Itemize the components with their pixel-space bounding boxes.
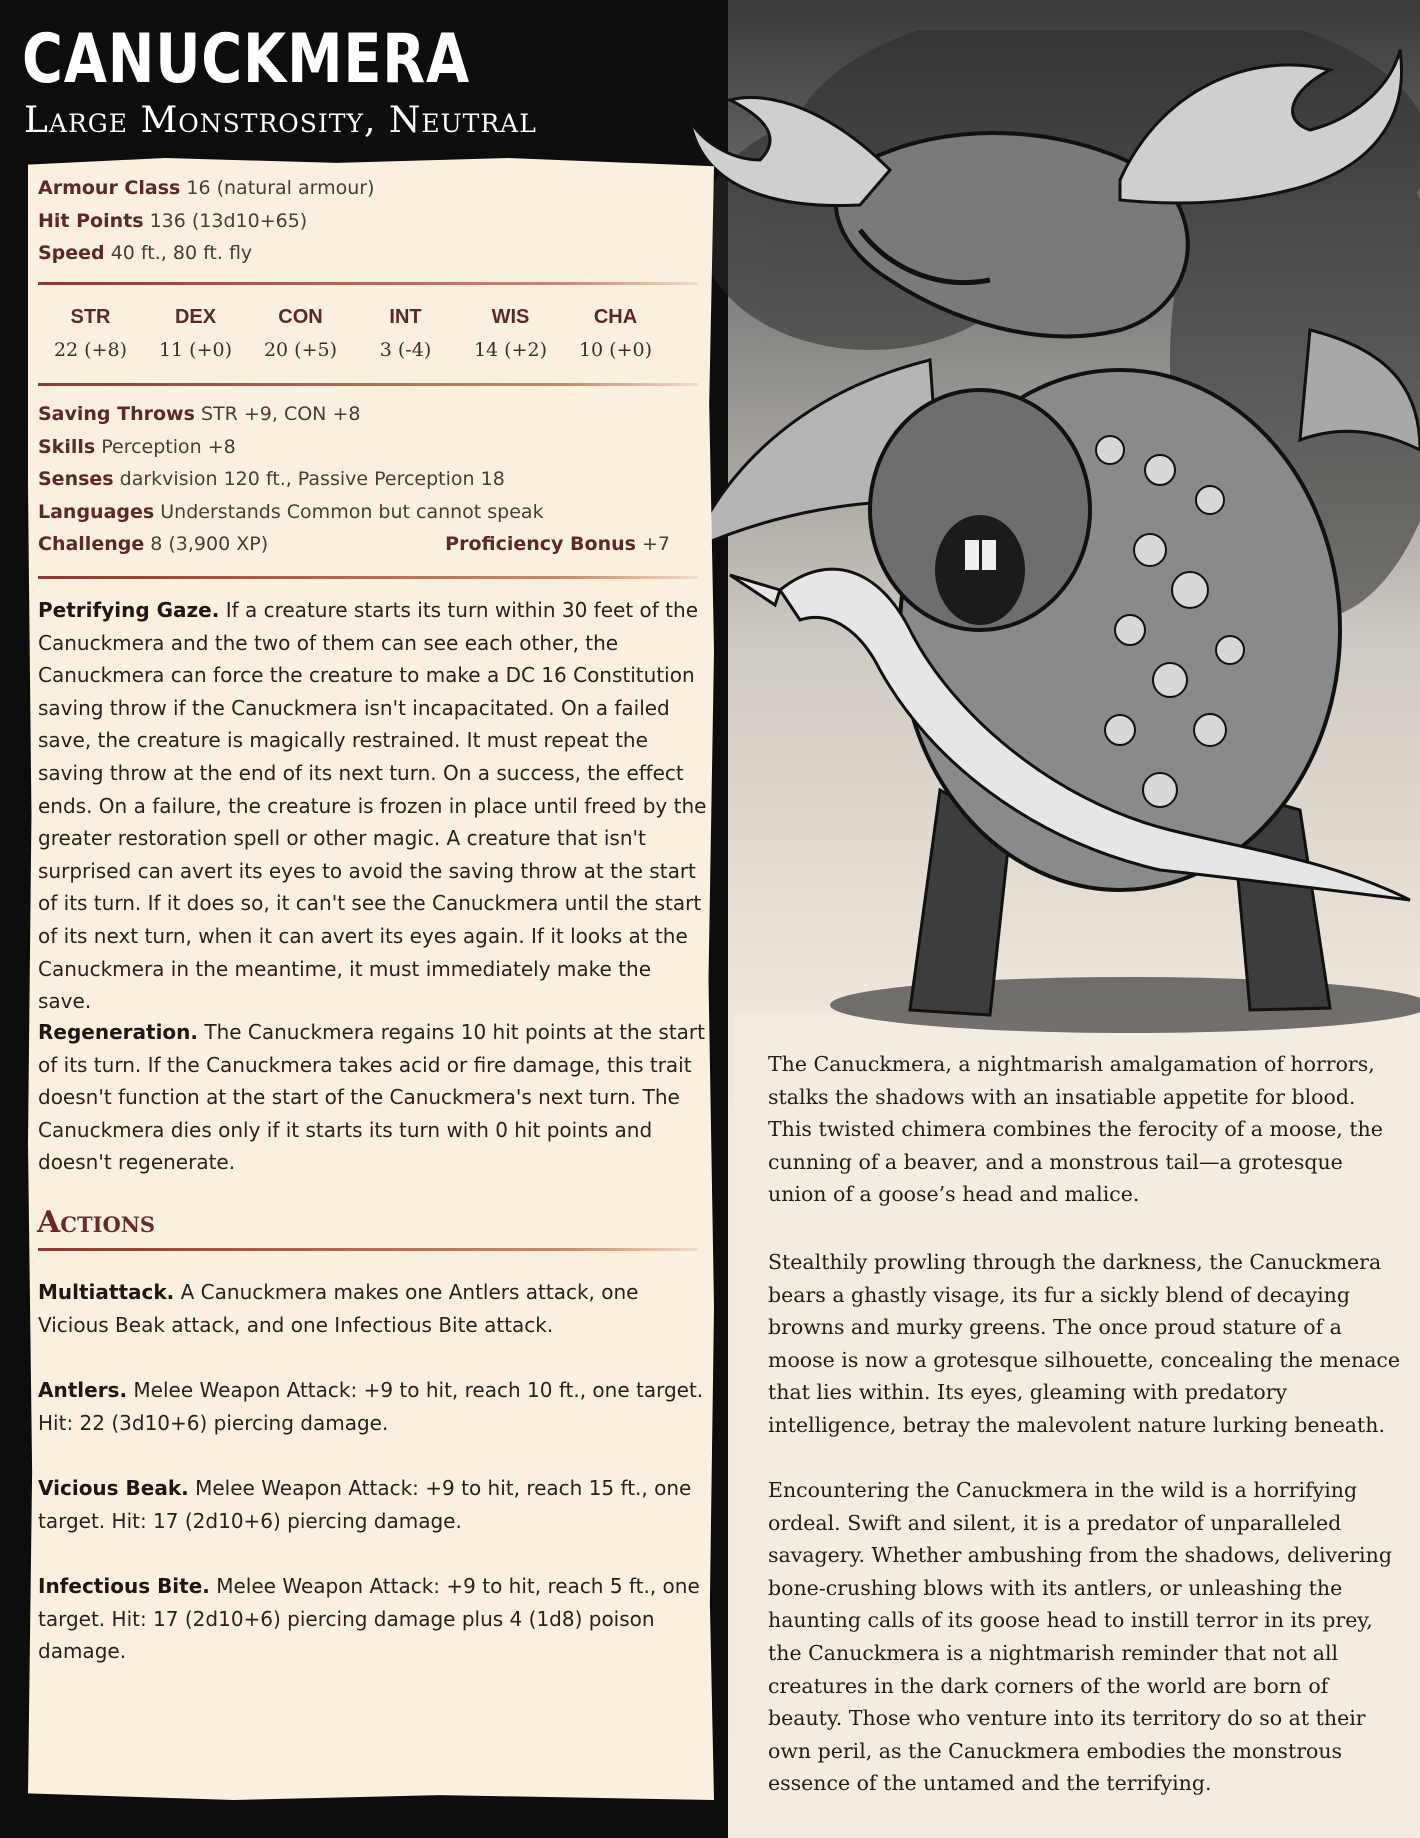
monster-type: Large Monstrosity, Neutral (24, 100, 537, 141)
action-text: A Canuckmera makes one Antlers attack, one Vicious Beak attack, and one Infectious Bite attack. (38, 1280, 639, 1337)
ability-str: STR 22 (+8) (53, 306, 128, 361)
action-text: Melee Weapon Attack: +9 to hit, reach 10 ft., one target. Hit: 22 (3d10+6) piercing damage. (38, 1378, 704, 1435)
trait-text: If a creature starts its turn within 30 feet of the Canuckmera and the two of them can see each other, the Canuckmera can force the creature to make a DC 16 Constitution saving throw if the Canuckmera isn't incapacitated. On a failed save, the creature is magically restrained. It must repeat the saving throw at the end of its next turn. On a success, the effect ends. On a failure, the creature is frozen in place until freed by the greater restoration spell or other magic. A creature that isn't surprised can avert its eyes to avoid the saving throw at the start of its turn. If it does so, it can't see the Canuckmera until the start of its next turn, when it can avert its eyes again. If it looks at the Canuckmera in the meantime, it must immediately make the save. (38, 598, 707, 1014)
ability-cha: CHA 10 (+0) (578, 306, 653, 361)
ability-int: INT 3 (-4) (379, 306, 432, 361)
property-languages: Languages Understands Common but cannot speak (38, 500, 544, 523)
divider (38, 383, 698, 386)
monster-name: CANUCKMERA (22, 20, 471, 99)
ability-dex: DEX 11 (+0) (158, 306, 233, 361)
challenge-row (38, 528, 670, 561)
trait-name: Petrifying Gaze. (38, 598, 220, 622)
actions-heading: Actions (37, 1205, 156, 1240)
action-antlers (38, 1374, 708, 1439)
property-armour-class: Armour Class 16 (natural armour) (38, 177, 375, 199)
action-multiattack (38, 1276, 708, 1341)
canuckmera-illustration (690, 30, 1420, 1040)
lore-paragraph: The Canuckmera, a nightmarish amalgamation of horrors, stalks the shadows with an insatiable appetite for blood. This twisted chimera combines the ferocity of a moose, the cunning of a beaver, and a monstrous tail—a grotesque union of a goose’s head and malice. (768, 1052, 1383, 1207)
action-text: Melee Weapon Attack: +9 to hit, reach 15 ft., one target. Hit: 17 (2d10+6) piercing damage. (38, 1476, 692, 1533)
action-name: Vicious Beak. (38, 1476, 189, 1500)
property-saving-throws: Saving Throws STR +9, CON +8 (38, 403, 361, 425)
property-skills: Skills Perception +8 (38, 435, 236, 458)
action-vicious-beak (38, 1472, 708, 1537)
divider (38, 282, 698, 285)
property-speed: Speed 40 ft., 80 ft. fly (38, 242, 253, 264)
trait-petrifying-gaze (38, 594, 708, 1018)
action-name: Infectious Bite. (38, 1574, 210, 1598)
trait-name: Regeneration. (38, 1020, 198, 1044)
divider (38, 1248, 698, 1251)
trait-text: The Canuckmera regains 10 hit points at the start of its turn. If the Canuckmera takes acid or fire damage, this trait doesn't function at the start of the Canuckmera's next turn. The Canuckmera dies only if it starts its turn with 0 hit points and doesn't regenerate. (38, 1020, 705, 1175)
core-properties (38, 172, 708, 270)
action-text: Melee Weapon Attack: +9 to hit, reach 5 ft., one target. Hit: 17 (2d10+6) piercing damage plus 4 (1d8) poison damage. (38, 1574, 700, 1664)
action-name: Multiattack. (38, 1280, 175, 1304)
action-infectious-bite (38, 1570, 708, 1668)
ability-wis: WIS 14 (+2) (473, 306, 548, 361)
secondary-properties (38, 398, 708, 561)
property-proficiency-bonus: Proficiency Bonus +7 (445, 533, 670, 555)
property-senses: Senses darkvision 120 ft., Passive Perception 18 (38, 468, 505, 490)
lore-paragraph: Stealthily prowling through the darkness, the Canuckmera bears a ghastly visage, its fur a sickly blend of decaying browns and murky greens. The once proud stature of a moose is now a grotesque silhouette, concealing the menace that lies within. Its eyes, gleaming with predatory intelligence, betray the malevolent nature lurking beneath. (768, 1250, 1401, 1437)
property-hit-points: Hit Points 136 (13d10+65) (38, 209, 308, 232)
lore-paragraph: Encountering the Canuckmera in the wild is a horrifying ordeal. Swift and silent, it is a predator of unparalleled savagery. Whether ambushing from the shadows, delivering bone-crushing blows with its antlers, or unleashing the haunting calls of its goose head to instill terror in its prey, the Canuckmera is a nightmarish reminder that not all creatures in the dark corners of the world are born of beauty. Those who venture into its territory do so at their own peril, as the Canuckmera embodies the monstrous essence of the untamed and the terrifying. (768, 1478, 1392, 1796)
property-challenge: Challenge 8 (3,900 XP) (38, 533, 269, 555)
ability-scores (38, 302, 698, 368)
divider (38, 576, 698, 579)
trait-regeneration (38, 1016, 708, 1179)
action-name: Antlers. (38, 1378, 128, 1402)
ability-con: CON 20 (+5) (263, 306, 338, 361)
